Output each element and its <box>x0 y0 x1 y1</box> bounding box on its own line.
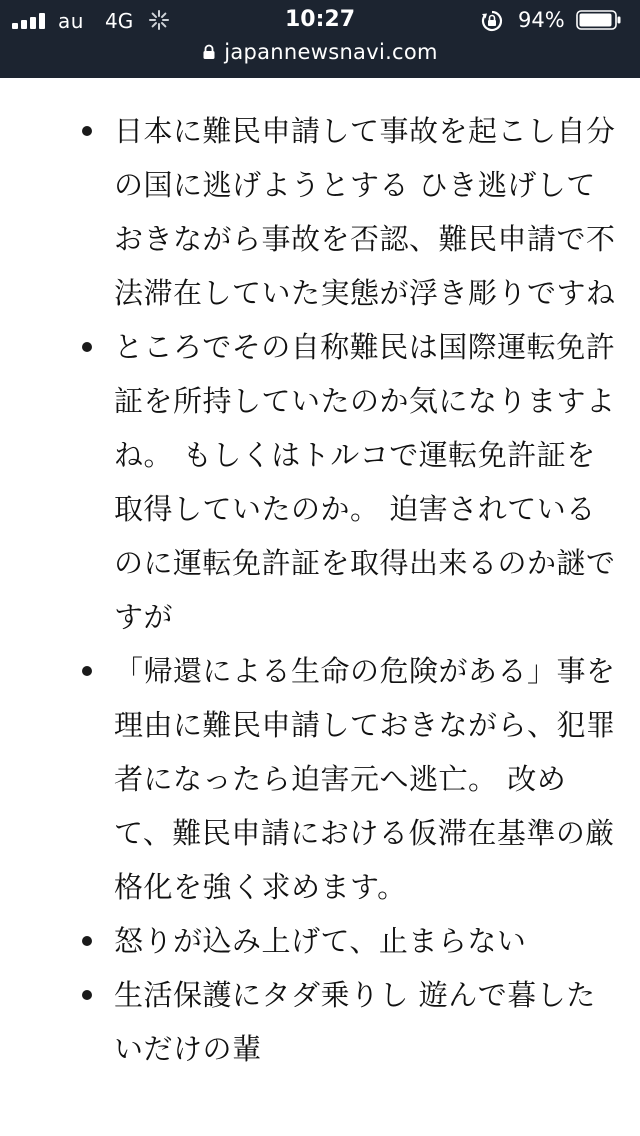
rotation-lock-icon <box>480 9 504 33</box>
bullet-icon <box>82 342 92 352</box>
status-bar <box>0 0 640 40</box>
lock-icon <box>202 44 216 60</box>
carrier-label: au <box>58 9 84 33</box>
bullet-icon <box>82 990 92 1000</box>
battery-icon <box>576 10 622 30</box>
address-bar[interactable] <box>0 40 640 70</box>
list-item <box>0 968 616 1076</box>
bullet-icon <box>82 126 92 136</box>
list-item <box>0 914 616 968</box>
comment-list <box>0 78 640 1076</box>
browser-top-bar <box>0 0 640 78</box>
list-item <box>0 320 616 644</box>
comment-text: 怒りが込み上げて、止まらない <box>114 924 527 958</box>
url-text[interactable]: japannewsnavi.com <box>224 40 438 64</box>
comment-text: 日本に難民申請して事故を起こし自分の国に逃げようとする ひき逃げしておきながら事故を否認、難民申請で不法滞在していた実態が浮き彫りですね <box>114 114 616 310</box>
comment-text: 「帰還による生命の危険がある」事を理由に難民申請しておきながら、犯罪者になったら迫害元へ逃亡。 改めて、難民申請における仮滞在基準の厳格化を強く求めます。 <box>114 654 616 904</box>
comment-text: 生活保護にタダ乗りし 遊んで暮したいだけの輩 <box>114 978 596 1066</box>
comment-text: ところでその自称難民は国際運転免許証を所持していたのか気になりますよね。 もしくはトルコで運転免許証を取得していたのか。 迫害されているのに運転免許証を取得出来るのか謎ですが <box>114 330 616 634</box>
list-item <box>0 644 616 914</box>
list-item <box>0 104 616 320</box>
network-type-label: 4G <box>105 9 134 33</box>
battery-percentage: 94% <box>518 8 565 32</box>
bullet-icon <box>82 936 92 946</box>
status-time: 10:27 <box>284 7 356 32</box>
bullet-icon <box>82 666 92 676</box>
page-content <box>0 78 640 1136</box>
